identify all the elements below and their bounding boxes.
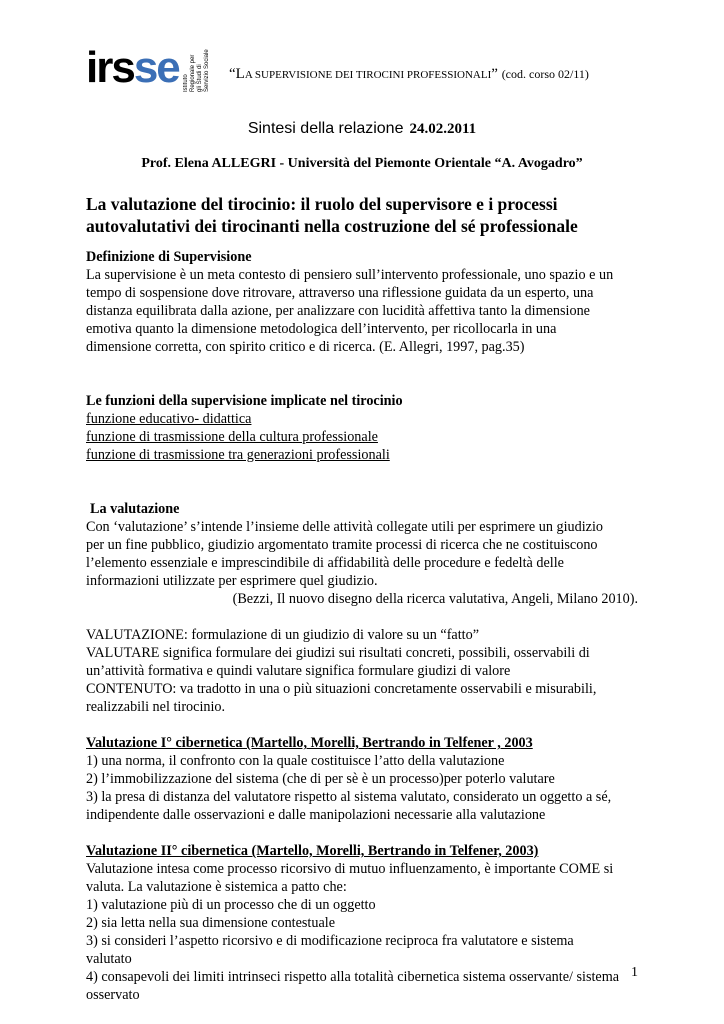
logo-irs-text: irs bbox=[86, 43, 134, 92]
citation: (Bezzi, Il nuovo disegno della ricerca valutativa, Angeli, Milano 2010). bbox=[232, 591, 638, 607]
section-heading: Le funzioni della supervisione implicate nel tirocinio bbox=[86, 393, 403, 409]
section-heading: Valutazione I° cibernetica (Martello, Morelli, Bertrando in Telfener , 2003 bbox=[86, 735, 533, 751]
list-item: 1) una norma, il confronto con la quale costituisce l’atto della valutazione bbox=[86, 753, 505, 769]
paragraph-line: per un fine pubblico, giudizio argomentato tramite processi di ricerca che ne costituiscono bbox=[86, 537, 598, 553]
paragraph-line: realizzabili nel tirocinio. bbox=[86, 699, 226, 715]
sintesi-date: 24.02.2011 bbox=[409, 121, 477, 137]
course-title-close: ” bbox=[491, 66, 498, 82]
list-item: 2) sia letta nella sua dimensione contestuale bbox=[86, 915, 335, 931]
paragraph-line: VALUTARE significa formulare dei giudizi sui risultati concreti, possibili, osservabili di bbox=[86, 645, 590, 661]
paragraph-line: VALUTAZIONE: formulazione di un giudizio di valore su un “fatto” bbox=[86, 627, 479, 643]
section-heading: La valutazione bbox=[90, 501, 180, 517]
list-item: 2) l’immobilizzazione del sistema (che di per sè è un processo)per poterlo valutare bbox=[86, 771, 555, 787]
document-title bbox=[86, 193, 646, 237]
list-item: osservato bbox=[86, 987, 140, 1003]
title-line: autovalutativi dei tirocinanti nella costruzione del sé professionale bbox=[86, 216, 578, 236]
section-heading: Valutazione II° cibernetica (Martello, Morelli, Bertrando in Telfener, 2003) bbox=[86, 843, 539, 859]
list-item: 4) consapevoli dei limiti intrinseci rispetto alla totalità cibernetica sistema osservante/ sistema bbox=[86, 969, 620, 985]
section-heading: Definizione di Supervisione bbox=[86, 249, 252, 265]
paragraph-line: Con ‘valutazione’ s’intende l’insieme delle attività collegate utili per esprimere un giudizio bbox=[86, 519, 604, 535]
paragraph-line: valuta. La valutazione è sistemica a patto che: bbox=[86, 879, 347, 895]
paragraph-line: informazioni utilizzate per esprimere quel giudizio. bbox=[86, 573, 378, 589]
paragraph-line: emotiva quanto la dimensione metodologica dell’intervento, per ricollocarla in una bbox=[86, 321, 557, 337]
sintesi-label: Sintesi della relazione bbox=[247, 120, 404, 137]
paragraph-line: l’elemento essenziale e imprescindibile di affidabilità delle procedure e fedeltà delle bbox=[86, 555, 564, 571]
title-line: La valutazione del tirocinio: il ruolo del supervisore e i processi bbox=[86, 194, 558, 214]
paragraph-line: Valutazione intesa come processo ricorsivo di mutuo influenzamento, è importante COME si bbox=[86, 861, 614, 877]
paragraph-line: CONTENUTO: va tradotto in una o più situazioni concretamente osservabili e misurabili, bbox=[86, 681, 597, 697]
document-body bbox=[86, 248, 646, 1004]
page-number: 1 bbox=[631, 965, 638, 980]
function-item: funzione di trasmissione tra generazioni professionali bbox=[86, 447, 390, 463]
list-item: 3) si consideri l’aspetto ricorsivo e di modificazione reciproca fra valutatore e sistema bbox=[86, 933, 574, 949]
list-item: indipendente dalle osservazioni e dalle manipolazioni necessarie alla valutazione bbox=[86, 807, 546, 823]
logo-side-text: Istituto Regionale per gli Studi di Servizio Sociale bbox=[183, 49, 210, 92]
paragraph-line: La supervisione è un meta contesto di pensiero sull’intervento professionale, uno spazio e un bbox=[86, 267, 614, 283]
course-title-rest: A SUPERVISIONE DEI TIROCINI PROFESSIONALI bbox=[244, 69, 492, 81]
function-item: funzione educativo- didattica bbox=[86, 411, 252, 427]
paragraph-line: un’attività formativa e quindi valutare significa formulare giudizi di valore bbox=[86, 663, 511, 679]
course-title-open: “L bbox=[229, 66, 245, 82]
logo-wordmark bbox=[86, 43, 179, 92]
list-item: valutato bbox=[86, 951, 132, 967]
list-item: 3) la presa di distanza del valutatore rispetto al sistema valutato, considerato un oggetto a sé, bbox=[86, 789, 612, 805]
paragraph-line: dimensione corretta, con spirito critico e di ricerca. (E. Allegri, 1997, pag.35) bbox=[86, 339, 525, 355]
irsses-logo bbox=[86, 43, 226, 96]
list-item: 1) valutazione più di un processo che di un oggetto bbox=[86, 897, 376, 913]
paragraph-line: tempo di sospensione dove ritrovare, attraverso una riflessione guidata da un esperto, una bbox=[86, 285, 594, 301]
sintesi-heading bbox=[0, 120, 724, 138]
course-code: (cod. corso 02/11) bbox=[501, 67, 589, 81]
author-line: Prof. Elena ALLEGRI - Università del Piemonte Orientale “A. Avogadro” bbox=[141, 156, 583, 171]
function-item: funzione di trasmissione della cultura professionale bbox=[86, 429, 378, 445]
course-title bbox=[229, 66, 589, 83]
paragraph-line: distanza equilibrata dalla azione, per analizzare con lucidità affettiva tanto la dimensione bbox=[86, 303, 590, 319]
logo-se-text: se bbox=[133, 43, 179, 92]
